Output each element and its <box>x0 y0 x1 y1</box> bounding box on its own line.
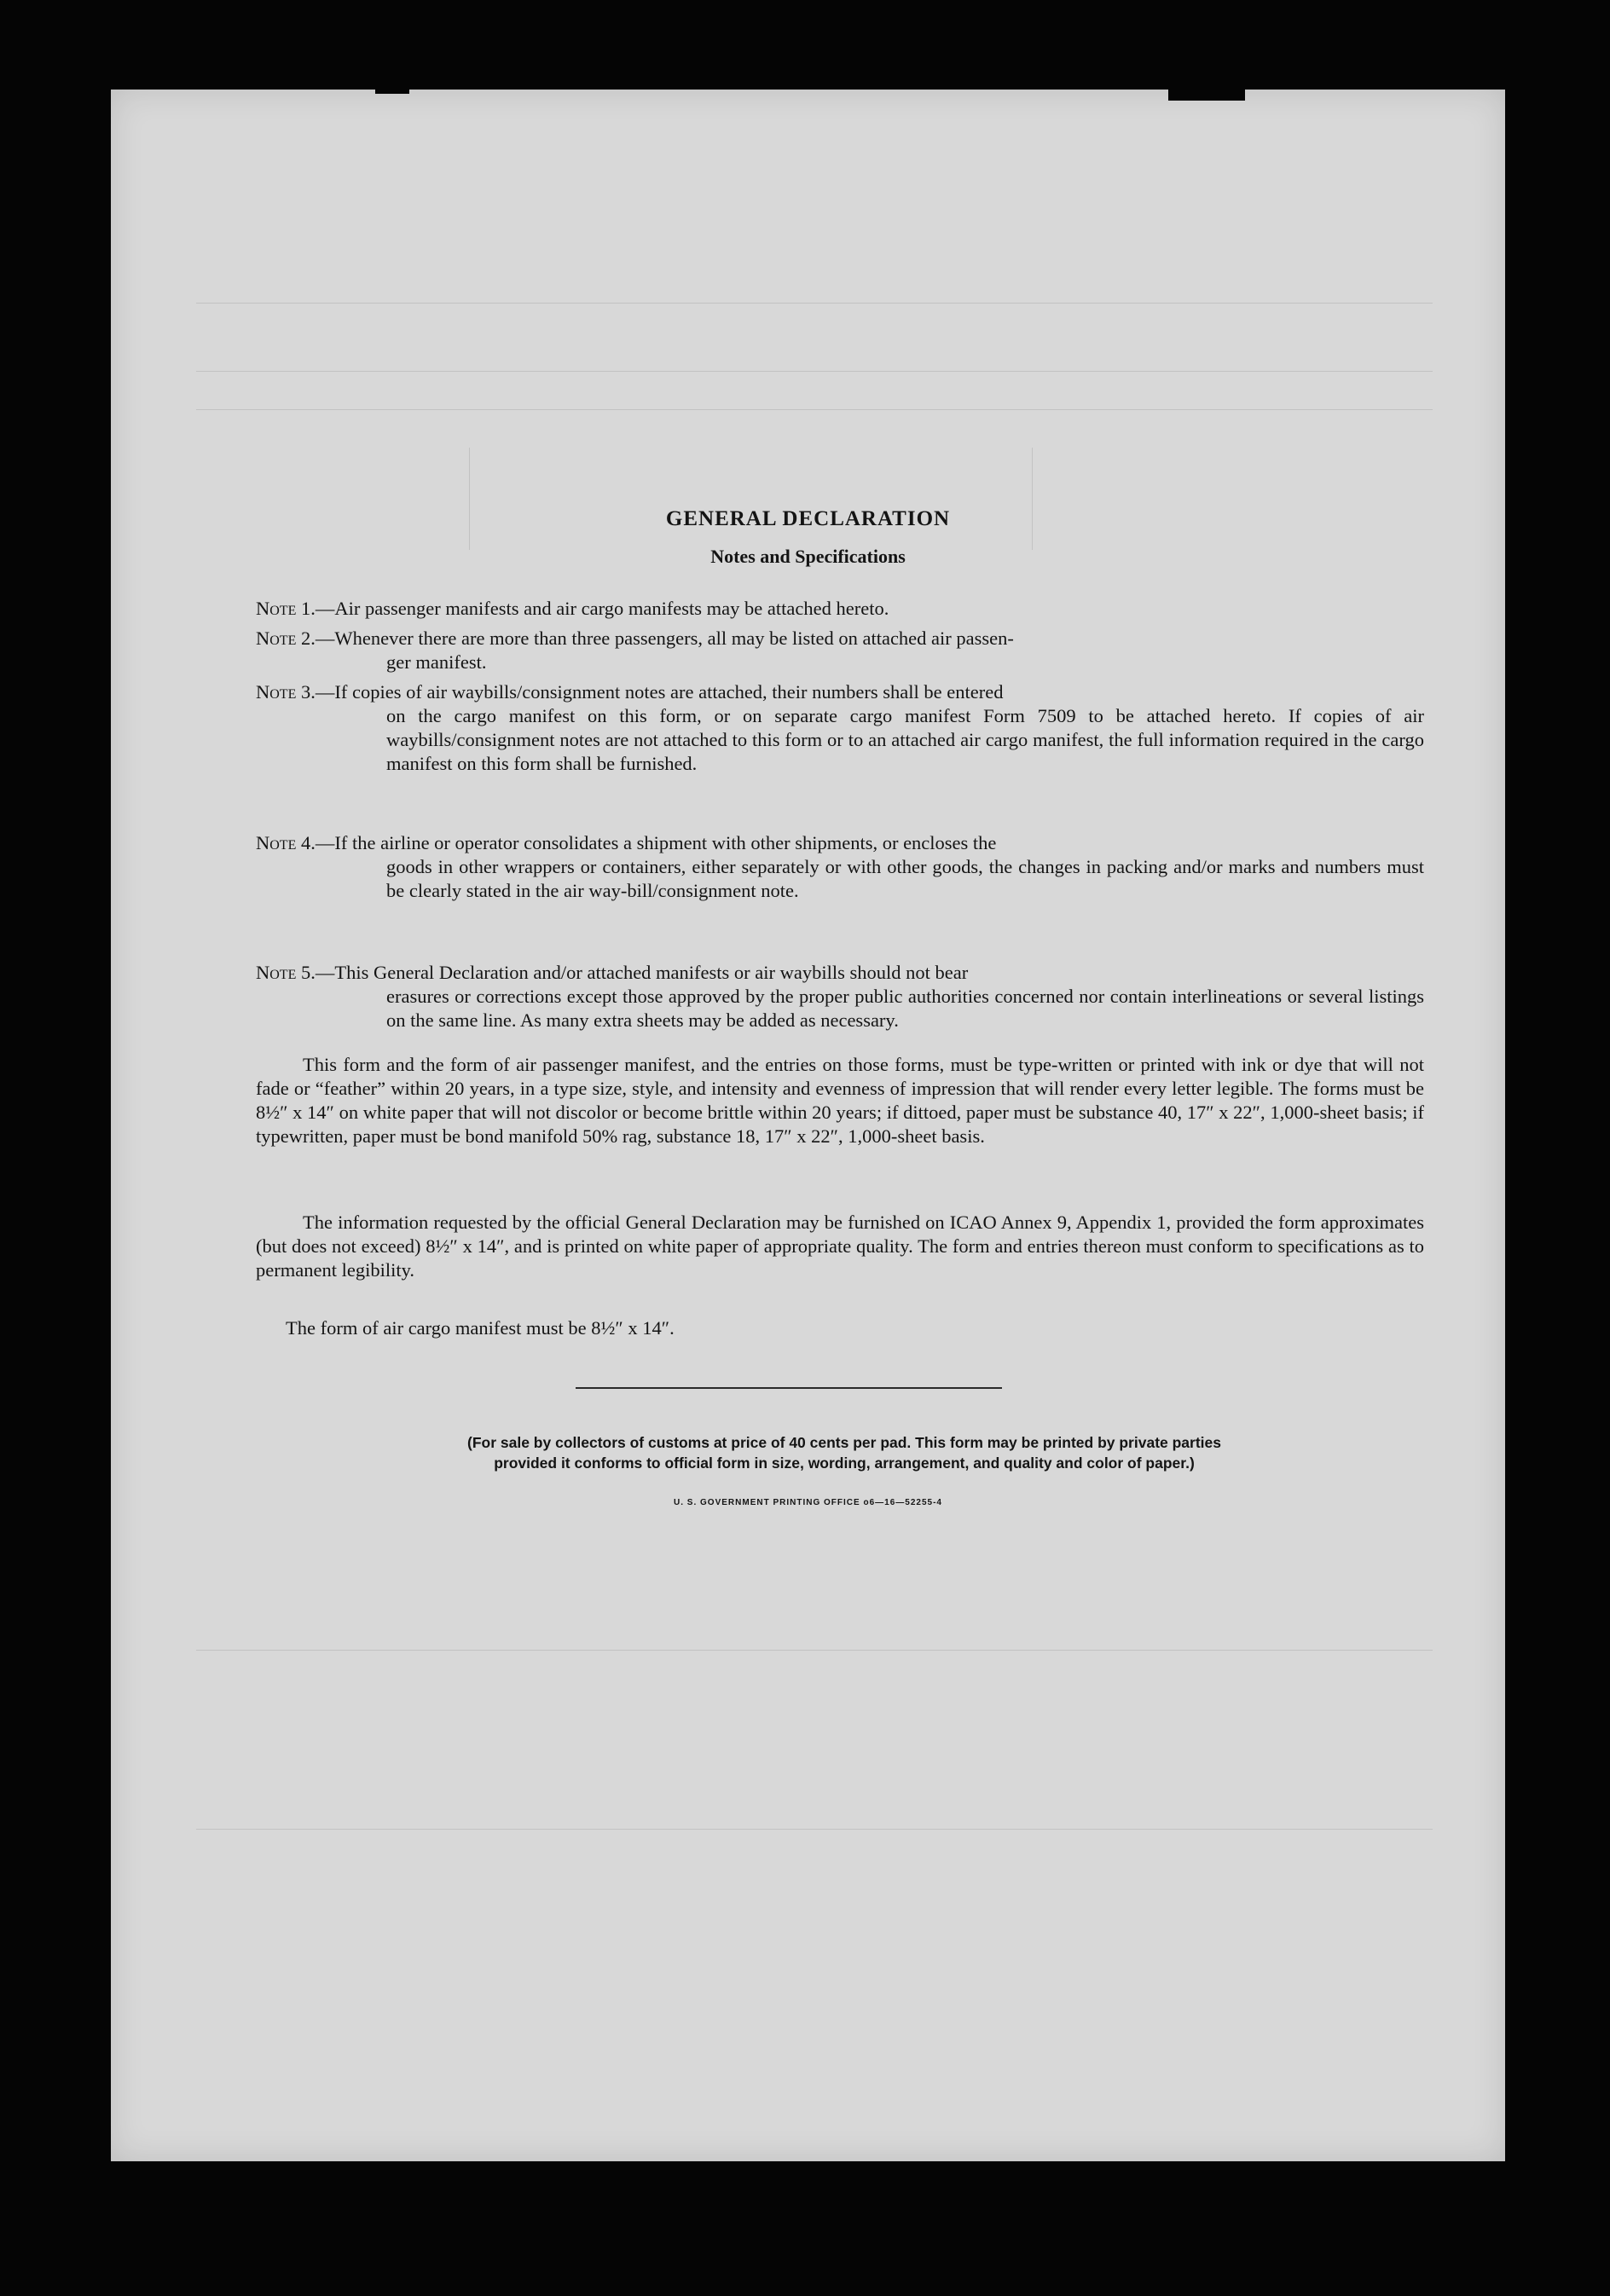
torn-edge <box>375 85 409 94</box>
legibility-paragraph <box>256 1053 1424 1148</box>
note-2 <box>256 627 1424 674</box>
note-text: ger manifest. <box>386 651 487 673</box>
icao-text: The information requested by the official General Declaration may be furnished on ICAO Annex 9, Appendix 1, provided the form approximates (but does not exceed) 8½″ x 14″, and is printed on white paper of appropriate quality. The form and entries thereon must conform to specifications as to permanent legibility. <box>256 1212 1424 1281</box>
note-label: Note 5. <box>256 962 316 983</box>
note-text: —Air passenger manifests and air cargo manifests may be attached hereto. <box>315 598 889 619</box>
note-text: on the cargo manifest on this form, or on separate cargo manifest Form 7509 to be attached hereto. If copies of air waybills/consignment notes are not attached to this form or to an attached air cargo manifest, the full information required in the cargo manifest on this form shall be furnished. <box>386 705 1424 774</box>
legibility-text: This form and the form of air passenger manifest, and the entries on those forms, must be type-written or printed with ink or dye that will not fade or “feather” within 20 years, in a type size, style, and intensity and evenness of impression that will render every letter legible. The forms must be 8½″ x 14″ on white paper that will not discolor or become brittle within 20 years; if dittoed, paper must be substance 40, 17″ x 22″, 1,000-sheet basis; if typewritten, paper must be bond manifold 50% rag, substance 18, 17″ x 22″, 1,000-sheet basis. <box>256 1054 1424 1147</box>
note-label: Note 1. <box>256 598 316 619</box>
sale-notice-line: (For sale by collectors of customs at price of 40 cents per pad. This form may be printed by private parties <box>467 1434 1221 1451</box>
cargo-manifest-size-note: The form of air cargo manifest must be 8½″ x 14″. <box>286 1317 675 1339</box>
sale-notice <box>260 1432 1428 1473</box>
declaration-content <box>111 90 1505 2161</box>
page-title: GENERAL DECLARATION <box>665 507 951 530</box>
note-4 <box>256 831 1424 903</box>
note-text: —If the airline or operator consolidates a shipment with other shipments, or encloses the <box>315 832 997 853</box>
note-text: goods in other wrappers or containers, either separately or with other goods, the changes in packing and/or marks and numbers must be clearly stated in the air way-bill/consignment note. <box>386 856 1424 901</box>
note-3 <box>256 680 1424 776</box>
note-text: —If copies of air waybills/consignment notes are attached, their numbers shall be entered <box>315 681 1004 703</box>
page-subtitle: Notes and Specifications <box>710 546 906 567</box>
printer-imprint: U. S. GOVERNMENT PRINTING OFFICE o6—16—52255-4 <box>674 1498 942 1507</box>
note-text: —Whenever there are more than three passengers, all may be listed on attached air passen- <box>315 627 1014 649</box>
document-page <box>111 90 1505 2161</box>
note-label: Note 2. <box>256 627 316 649</box>
torn-edge <box>1168 85 1245 101</box>
sale-notice-line: provided it conforms to official form in size, wording, arrangement, and quality and color of paper.) <box>494 1455 1195 1472</box>
note-1 <box>256 597 1424 621</box>
note-label: Note 3. <box>256 681 316 703</box>
icao-paragraph <box>256 1211 1424 1282</box>
note-text: —This General Declaration and/or attached manifests or air waybills should not bear <box>315 962 969 983</box>
note-5 <box>256 961 1424 1032</box>
divider <box>576 1387 1002 1389</box>
note-text: erasures or corrections except those approved by the proper public authorities concerned nor contain interlineations or several listings on the same line. As many extra sheets may be added as necessary. <box>386 986 1424 1031</box>
note-label: Note 4. <box>256 832 316 853</box>
